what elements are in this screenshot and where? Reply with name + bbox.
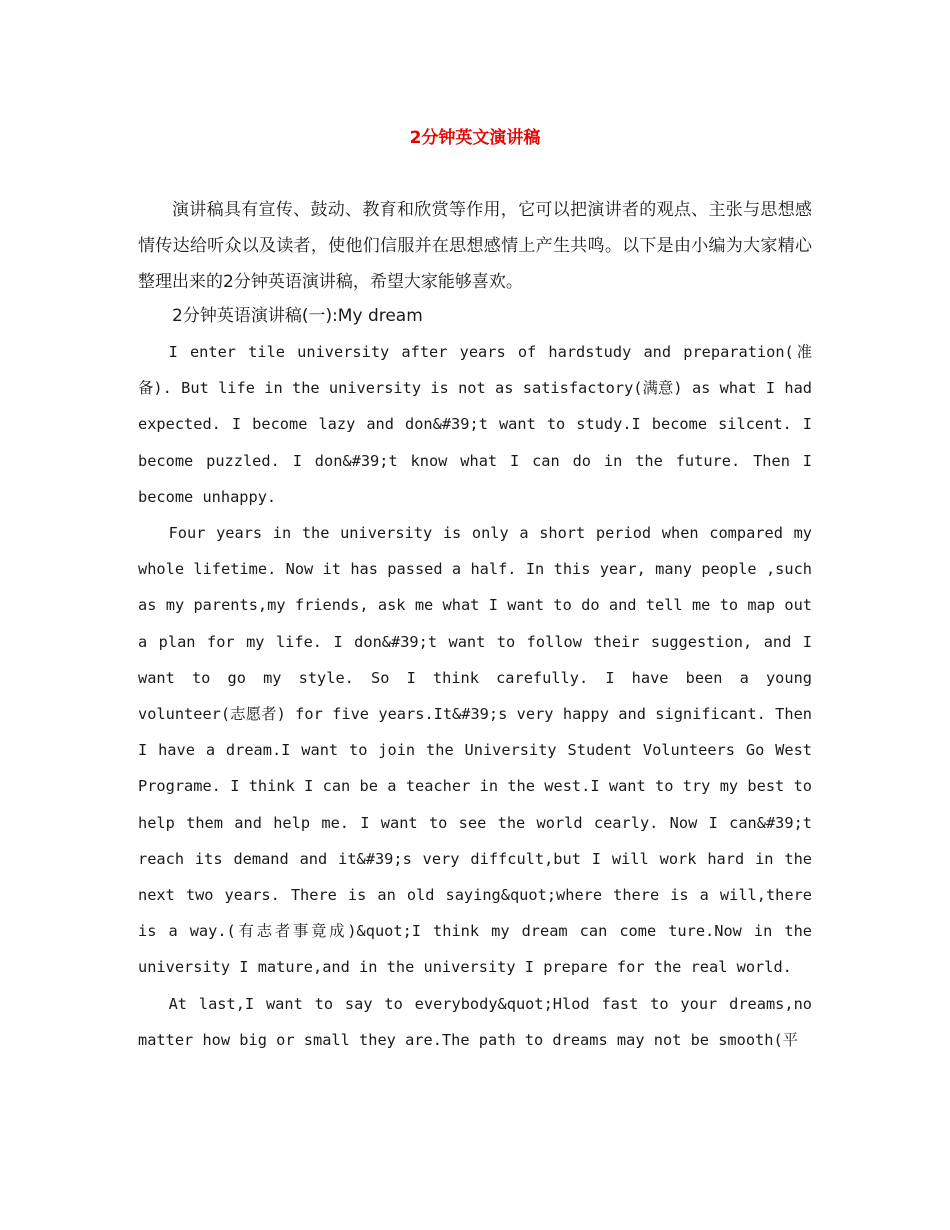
- document-title: 2分钟英文演讲稿: [409, 128, 541, 148]
- intro-paragraph: 演讲稿具有宣传、鼓动、教育和欣赏等作用，它可以把演讲者的观点、主张与思想感情传达给听众以及读者，使他们信服并在思想感情上产生共鸣。以下是由小编为大家精心整理出来的2分钟英语演讲稿，希望大家能够喜欢。: [138, 200, 812, 292]
- body-paragraph-1: I enter tile university after years of hardstudy and preparation(准备). But life in the university is not as satisfactory(满意) as what I had expected. I become lazy and don&#39;t want to study.I become silcent. I become puzzled. I don&#39;t know what I can do in the future. Then I become unhappy.: [138, 343, 812, 506]
- document-body: [138, 192, 812, 1058]
- body-paragraph-2: Four years in the university is only a short period when compared my whole lifetime. Now it has passed a half. In this year, many people ,such as my parents,my friends, ask me what I want to do and tell me to map out a plan for my life. I don&#39;t want to follow their suggestion, and I want to go my style. So I think carefully. I have been a young volunteer(志愿者) for five years.It&#39;s very happy and significant. Then I have a dream.I want to join the University Student Volunteers Go West Programe. I think I can be a teacher in the west.I want to try my best to help them and help me. I want to see the world cearly. Now I can&#39;t reach its demand and it&#39;s very diffcult,but I will work hard in the next two years. There is an old saying&quot;where there is a will,there is a way.(有志者事竟成)&quot;I think my dream can come ture.Now in the university I mature,and in the university I prepare for the real world.: [138, 524, 812, 977]
- body-paragraph-3: At last,I want to say to everybody&quot;Hlod fast to your dreams,no matter how big or small they are.The path to dreams may not be smooth(平: [138, 994, 812, 1049]
- section-heading: 2分钟英语演讲稿(一):My dream: [172, 306, 423, 326]
